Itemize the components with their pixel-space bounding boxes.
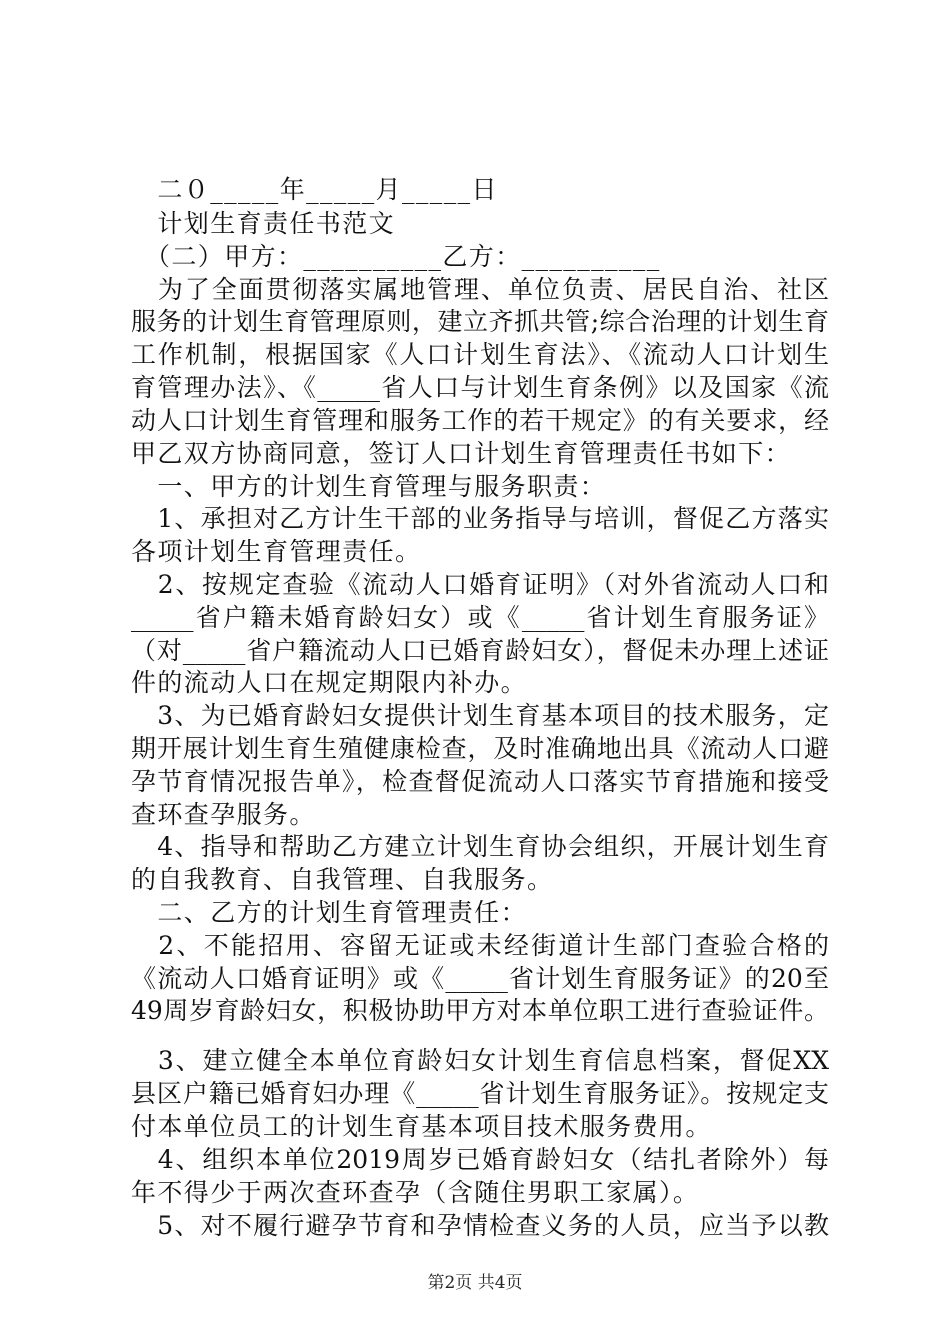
paragraph-line: 年不得少于两次查环查孕（含随住男职工家属）。 (131, 1178, 700, 1207)
paragraph-line: 2、不能招用、容留无证或未经街道计生部门查验合格的 (131, 931, 829, 960)
paragraph-line: 各项计划生育管理责任。 (131, 537, 422, 566)
document-title: 计划生育责任书范文 (131, 209, 396, 238)
paragraph-line: 《流动人口婚育证明》或《_____省计划生育服务证》的20至 (131, 964, 829, 993)
paragraph-line: 4、指导和帮助乙方建立计划生育协会组织，开展计划生育 (131, 832, 829, 861)
paragraph-line: 3、建立健全本单位育龄妇女计划生育信息档案，督促XX (131, 1046, 829, 1075)
paragraph-line: _____省户籍未婚育龄妇女）或《_____省计划生育服务证》 (131, 603, 829, 632)
paragraph-line: （对_____省户籍流动人口已婚育龄妇女），督促未办理上述证 (131, 636, 829, 665)
paragraph-line: 查环查孕服务。 (131, 800, 316, 829)
paragraph-line: 动人口计划生育管理和服务工作的若干规定》的有关要求，经 (131, 406, 829, 435)
paragraph-line: 为了全面贯彻落实属地管理、单位负责、居民自治、社区 (131, 275, 829, 304)
page-number-footer: 第2页 共4页 (427, 1273, 523, 1293)
paragraph-line: 付本单位员工的计划生育基本项目技术服务费用。 (131, 1112, 712, 1141)
paragraph-line: 3、为已婚育龄妇女提供计划生育基本项目的技术服务，定 (131, 701, 829, 730)
paragraph-line: 期开展计划生育生殖健康检查，及时准确地出具《流动人口避 (131, 734, 829, 763)
paragraph-line: 的自我教育、自我管理、自我服务。 (131, 865, 554, 894)
paragraph-line: 孕节育情况报告单》，检查督促流动人口落实节育措施和接受 (131, 767, 829, 796)
paragraph-line: 甲乙双方协商同意，签订人口计划生育管理责任书如下： (131, 439, 792, 468)
paragraph-line: 服务的计划生育管理原则，建立齐抓共管;综合治理的计划生育 (131, 307, 829, 336)
paragraph-line: 2、按规定查验《流动人口婚育证明》（对外省流动人口和 (131, 570, 829, 599)
paragraph-line: 县区户籍已婚育妇办理《_____省计划生育服务证》。按规定支 (131, 1079, 829, 1108)
section-heading: 二、乙方的计划生育管理责任： (131, 898, 528, 927)
paragraph-line: 件的流动人口在规定期限内补办。 (131, 668, 528, 697)
date-line: 二０_____年_____月_____日 (131, 175, 498, 204)
paragraph-line: 育管理办法》、《_____省人口与计划生育条例》以及国家《流 (131, 373, 829, 402)
party-line: （二）甲方：__________乙方：__________ (145, 242, 661, 271)
section-heading: 一、甲方的计划生育管理与服务职责： (131, 472, 607, 501)
paragraph-line: 49周岁育龄妇女，积极协助甲方对本单位职工进行查验证件。 (131, 996, 829, 1025)
paragraph-line: 1、承担对乙方计生干部的业务指导与培训，督促乙方落实 (131, 504, 829, 533)
paragraph-line: 5、对不履行避孕节育和孕情检查义务的人员，应当予以教 (131, 1211, 829, 1240)
paragraph-line: 工作机制，根据国家《人口计划生育法》、《流动人口计划生 (131, 340, 829, 369)
paragraph-line: 4、组织本单位2019周岁已婚育龄妇女（结扎者除外）每 (131, 1145, 829, 1174)
